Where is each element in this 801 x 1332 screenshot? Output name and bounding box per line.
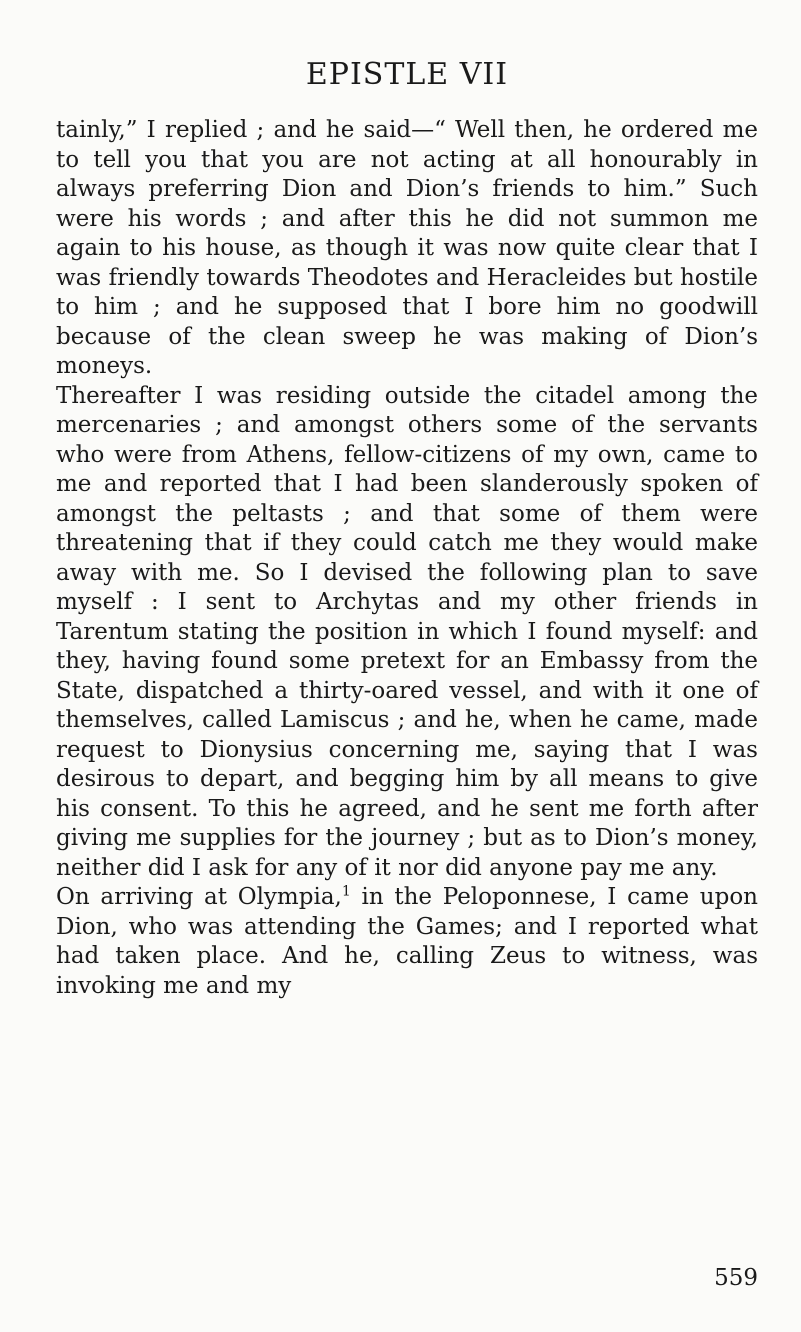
paragraph-3-rest: in the Peloponnese, I came upon Dion, who was attending the Games; and I reported what had taken place. And he, calling Zeus to witness, was invoking me and my [56,884,758,999]
paragraph-3 [56,883,758,1001]
paragraph-2: Thereafter I was residing outside the citadel among the mercenaries ; and amongst others some of the servants who were from Athens, fellow-citizens of my own, came to me and reported that I had been slanderously spoken of amongst the peltasts ; and that some of them were threatening that if they could catch me they would make away with me. So I devised the following plan to save myself : I sent to Archytas and my other friends in Tarentum stating the position in which I found myself: and they, having found some pretext for an Embassy from the State, dispatched a thirty-oared vessel, and with it one of themselves, called Lamiscus ; and he, when he came, made request to Dionysius concerning me, saying that I was desirous to depart, and begging him by all means to give his consent. To this he agreed, and he sent me forth after giving me supplies for the journey ; but as to Dion’s money, neither did I ask for any of it nor did anyone pay me any. [56,382,758,881]
body-text [56,116,758,1001]
running-head: EPISTLE VII [305,57,509,92]
page-number: 559 [714,1265,758,1291]
footnote-marker: 1 [341,883,351,900]
paragraph-1: tainly,” I replied ; and he said—“ Well then, he ordered me to tell you that you are not acting at all honourably in always preferring Dion and Dion’s friends to him.” Such were his words ; and after this he did not summon me again to his house, as though it was now quite clear that I was friendly towards Theodotes and Heracleides but hostile to him ; and he supposed that I bore him no goodwill because of the clean sweep he was making of Dion’s moneys. [56,117,758,379]
paragraph-3-start: On arriving at Olympia, [56,884,342,910]
page [56,57,758,1001]
